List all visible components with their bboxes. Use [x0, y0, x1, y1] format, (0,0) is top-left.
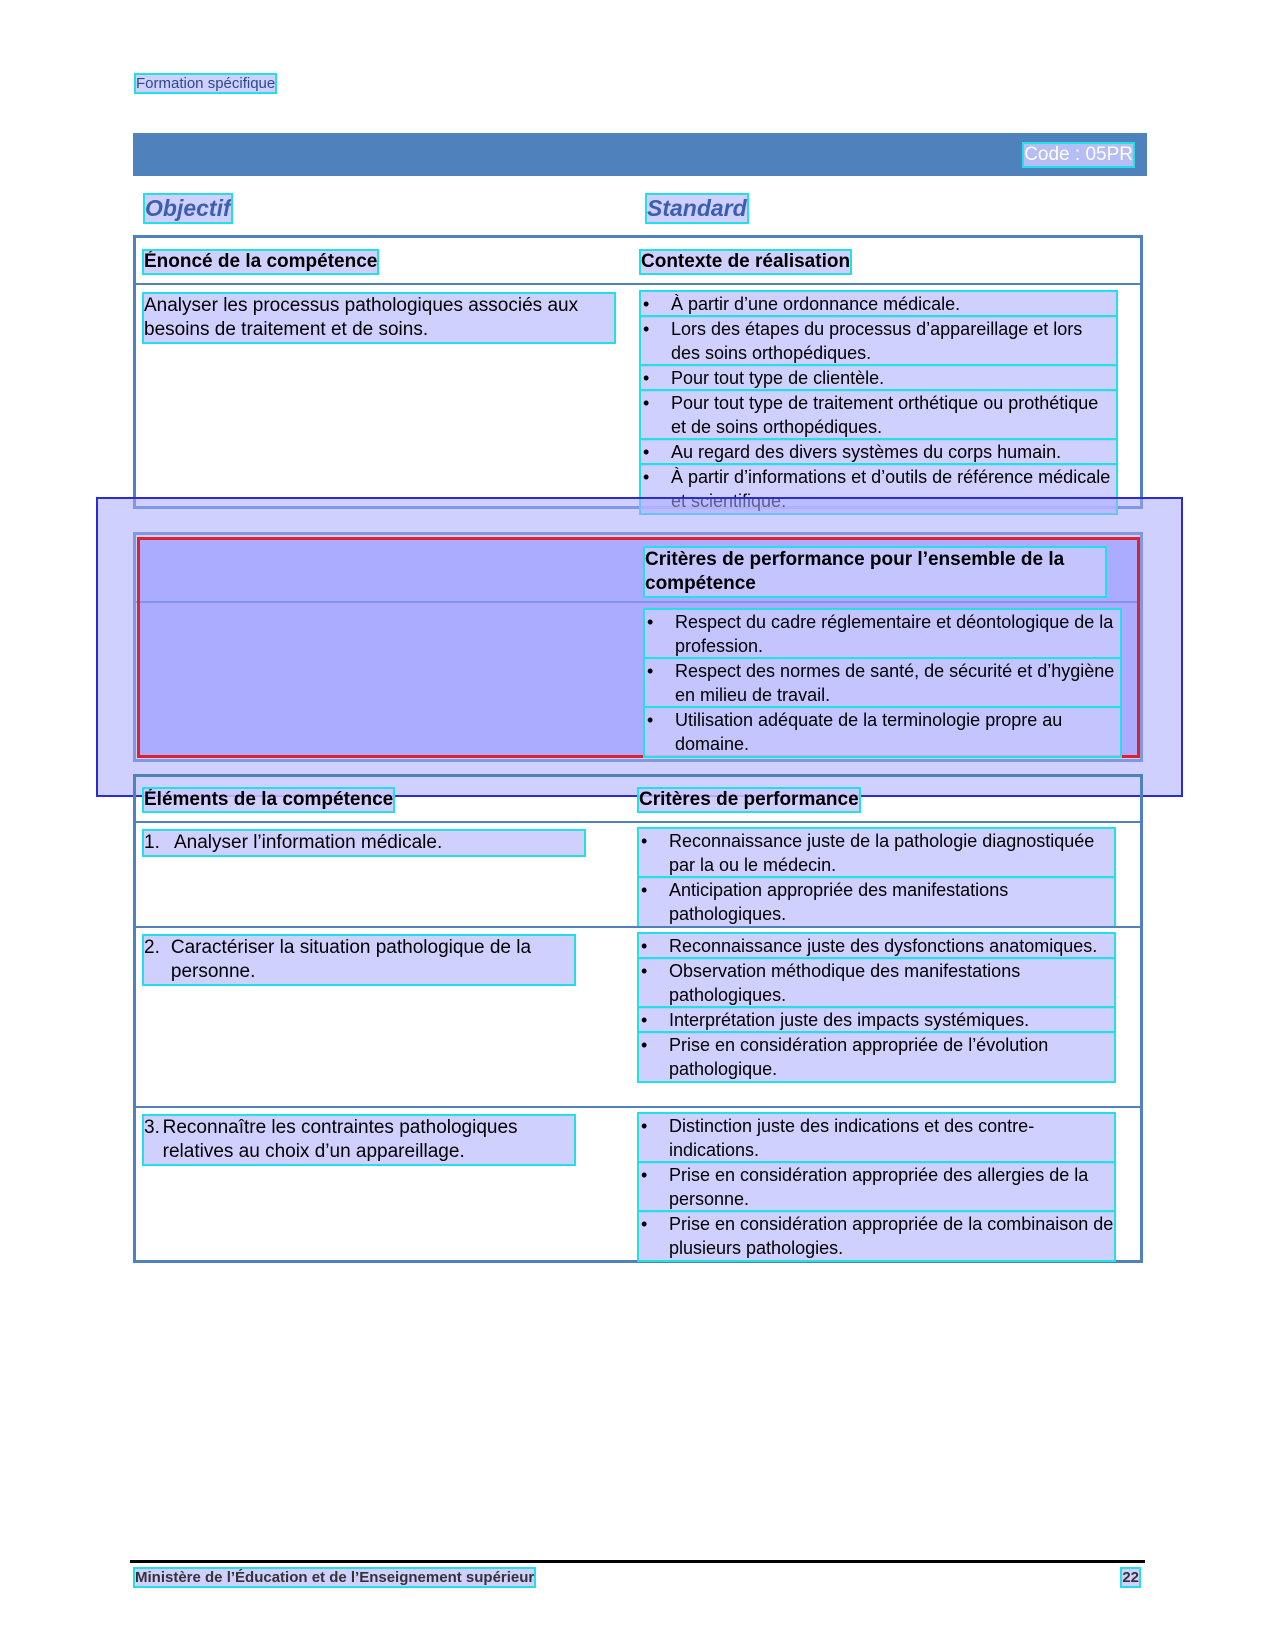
element-text: Caractériser la situation pathologique de la personne. — [170, 937, 532, 982]
list-item: • Respect du cadre réglementaire et déontologique de la profession. — [645, 610, 1120, 658]
list-item: • Reconnaissance juste de la pathologie diagnostiquée par la ou le médecin. — [639, 829, 1114, 877]
elements-header: Éléments de la compétence — [144, 789, 394, 810]
row-divider — [136, 926, 1140, 928]
list-item: • Observation méthodique des manifestations pathologiques. — [639, 959, 1114, 1007]
code-bar — [133, 133, 1147, 176]
objective-title: Objectif — [145, 195, 231, 221]
list-item: • Distinction juste des indications et des contre-indications. — [639, 1114, 1114, 1162]
row-divider — [136, 821, 1140, 823]
element-text: Analyser l’information médicale. — [174, 832, 443, 853]
list-item: • Reconnaissance juste des dysfonctions anatomiques. — [639, 934, 1114, 958]
statement-header: Énoncé de la compétence — [144, 251, 378, 272]
element-number: 3. — [144, 1117, 160, 1138]
list-item: • À partir d’informations et d’outils de référence médicale — [641, 465, 1116, 513]
footer-rule — [130, 1560, 1145, 1563]
element-number: 1. — [144, 832, 160, 853]
context-header: Contexte de réalisation — [641, 251, 851, 272]
element-number: 2. — [144, 937, 160, 958]
list-item: • Anticipation appropriée des manifestations pathologiques. — [639, 878, 1114, 926]
list-item: • Prise en considération appropriée de l’évolution pathologique. — [639, 1033, 1114, 1081]
criteria-list-2 — [639, 934, 1114, 1082]
highlight-box — [137, 537, 1140, 758]
list-item: • Pour tout type de traitement orthétique ou prothétique et de soins orthopédiques. — [641, 391, 1116, 439]
page-number: 22 — [1122, 1569, 1139, 1586]
criteria-header: Critères de performance — [639, 789, 859, 810]
row-divider — [136, 283, 1140, 285]
element-2 — [144, 936, 574, 984]
standard-title: Standard — [647, 195, 747, 221]
element-3 — [144, 1116, 574, 1164]
element-text: Reconnaître les contraintes pathologiques relatives au choix d’un appareillage. — [162, 1117, 518, 1162]
list-item: • À partir d’une ordonnance médicale. — [641, 292, 1116, 316]
criteria-list-1 — [639, 829, 1114, 927]
list-item: • Prise en considération appropriée des allergies de la personne. — [639, 1163, 1114, 1211]
competency-statement: Analyser les processus pathologiques associés aux besoins de traitement et de soins. — [144, 294, 614, 342]
context-list — [641, 292, 1116, 514]
list-item: • Utilisation adéquate de la terminologie propre au domaine. — [645, 708, 1120, 756]
criteria-list-3 — [639, 1114, 1114, 1261]
competency-code: Code : 05PR — [1024, 144, 1133, 165]
list-item: • Pour tout type de clientèle. — [641, 366, 1116, 390]
list-item: • Lors des étapes du processus d’appareillage et lors des soins orthopédiques. — [641, 317, 1116, 365]
row-divider — [136, 1106, 1140, 1108]
list-item: • Interprétation juste des impacts systémiques. — [639, 1008, 1114, 1032]
list-item: • Au regard des divers systèmes du corps humain. — [641, 440, 1116, 464]
list-item: • Respect des normes de santé, de sécurité et d’hygiène en milieu de travail. — [645, 659, 1120, 707]
running-header: Formation spécifique — [136, 75, 276, 92]
elements-table — [133, 774, 1143, 1263]
element-1 — [144, 831, 584, 855]
competency-table — [133, 235, 1143, 509]
footer-ministry: Ministère de l’Éducation et de l’Enseignement supérieur — [135, 1569, 535, 1586]
list-item: • Prise en considération appropriée de la combinaison de plusieurs pathologies. — [639, 1212, 1114, 1260]
overall-criteria-header: Critères de performance pour l’ensemble de la compétence — [645, 548, 1105, 596]
overall-criteria-list — [645, 610, 1120, 757]
